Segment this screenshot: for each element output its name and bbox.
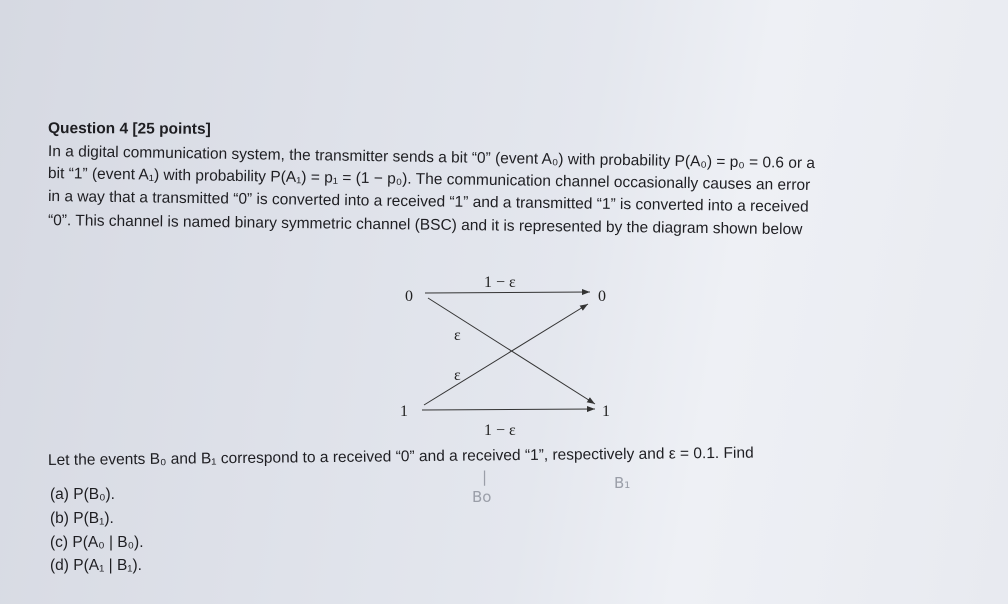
part-a: (a) P(B₀). [50, 486, 115, 503]
events-line: Let the events B₀ and B₁ correspond to a received “0” and a received “1”, respectively and ε = 0.1. Find [47, 444, 754, 469]
intro-line-4: “0”. This channel is named binary symmetric channel (BSC) and it is represented by the diagram shown below [47, 212, 803, 239]
bottom-prob-label: 1 − ε [484, 422, 516, 439]
intro-line-2: bit “1” (event A₁) with probability P(A₁) = p₁ = (1 − p₀). The communication channel occasionally causes an error [47, 165, 811, 194]
part-d: (d) P(A₁ | B₁). [50, 557, 142, 574]
handwritten-b1: B₁ [614, 474, 631, 492]
handwritten-tick: | [482, 468, 488, 486]
edge-1-1 [422, 409, 595, 410]
question-title: Question 4 [25 points] [47, 120, 211, 138]
handwritten-b0: Bo [472, 488, 492, 506]
top-prob-label: 1 − ε [484, 274, 516, 291]
input-0-label: 0 [405, 288, 413, 305]
part-b: (b) P(B₁). [50, 510, 114, 527]
cross-prob-upper: ε [454, 327, 461, 344]
input-1-label: 1 [400, 403, 408, 420]
output-0-label: 0 [598, 288, 606, 305]
output-1-label: 1 [602, 403, 610, 420]
edge-1-0 [424, 304, 588, 405]
cross-prob-lower: ε [454, 367, 461, 384]
intro-line-1: In a digital communication system, the transmitter sends a bit “0” (event A₀) with probability P(A₀) = p₀ = 0.6 or a [47, 143, 816, 173]
intro-line-3: in a way that a transmitted “0” is converted into a received “1” and a transmitted “1” is converted into a received [47, 188, 809, 216]
edge-0-0 [425, 292, 590, 293]
part-c: (c) P(A₀ | B₀). [50, 534, 144, 551]
